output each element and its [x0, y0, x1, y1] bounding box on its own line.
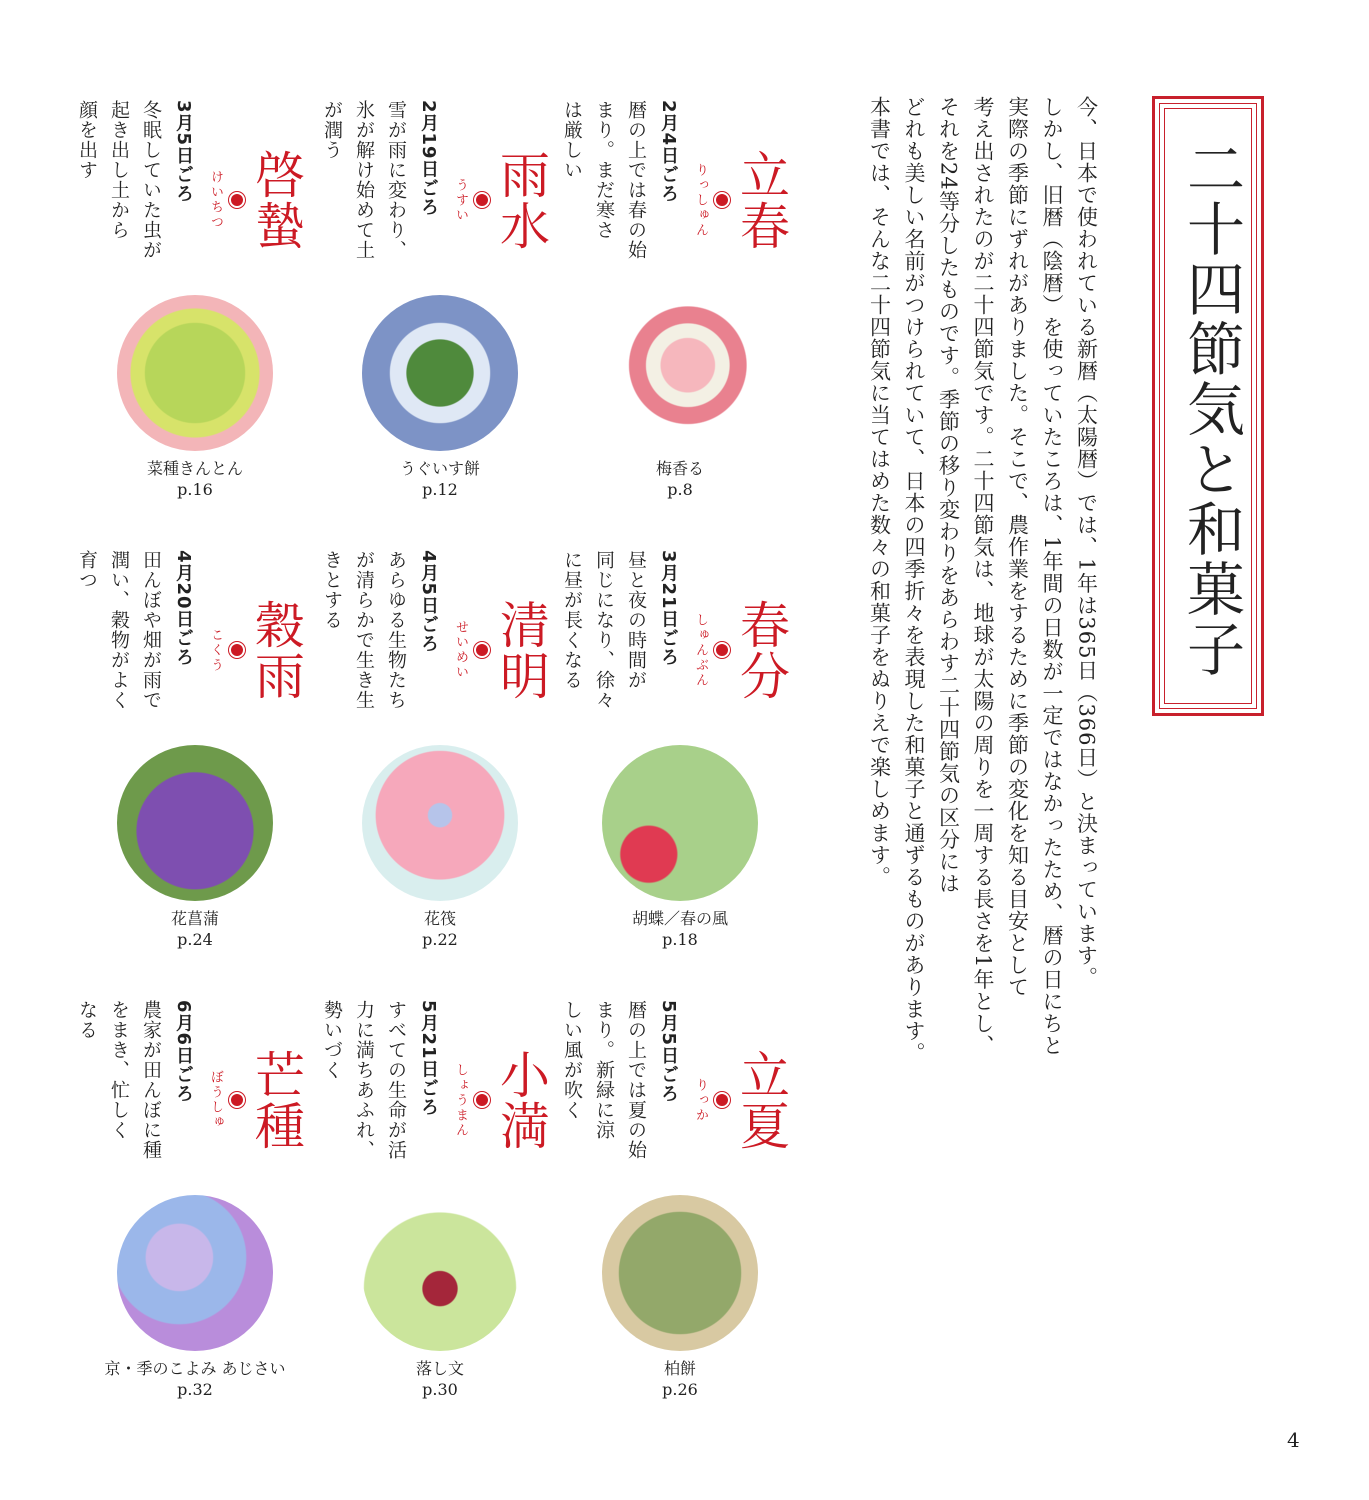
wagashi-illustration: [602, 745, 758, 901]
page-reference[interactable]: p.16: [177, 480, 213, 499]
term-desc-line: をまき、忙しく: [108, 1000, 130, 1140]
term-desc-line: まり。まだ寒さ: [593, 100, 615, 240]
wagashi-name: 花筏: [423, 909, 456, 928]
page-number: 4: [1287, 1428, 1300, 1452]
wagashi-name: 菜種きんとん: [146, 459, 243, 478]
wagashi-illustration: [117, 1195, 273, 1351]
term-desc-line: 勢いづく: [321, 1000, 343, 1080]
term-desc-line: 同じになり、徐々: [593, 550, 615, 710]
term-reading: しゅんぶん: [693, 612, 708, 688]
term-desc-line: しい風が吹く: [561, 1000, 583, 1120]
term-date: 4月20日ごろ: [173, 550, 194, 667]
term-desc-line: が清らかで生き生: [353, 550, 375, 710]
intro-line: 本書では、そんな二十四節気に当てはめた数々の和菓子をぬりえで楽しめます。: [867, 96, 892, 888]
term-desc-line: まり。新緑に涼: [593, 1000, 615, 1140]
page-reference[interactable]: p.32: [177, 1380, 213, 1399]
term-desc-line: 暦の上では夏の始: [625, 1000, 647, 1160]
entry-text: [316, 100, 550, 300]
term-date: 2月4日ごろ: [658, 100, 679, 204]
term-name: 小満: [492, 1049, 550, 1151]
term-heading: [684, 550, 790, 750]
term-name: 啓蟄: [247, 149, 305, 251]
wagashi-name: 京・季のこよみ あじさい: [104, 1359, 286, 1378]
term-desc-line: 田んぼや畑が雨で: [140, 550, 162, 710]
wagashi-illustration: [362, 295, 518, 451]
term-reading: うすい: [453, 177, 468, 223]
season-entry: [321, 1000, 550, 1420]
entry-text: [556, 100, 790, 300]
page-reference[interactable]: p.24: [177, 930, 213, 949]
term-desc-line: きとする: [321, 550, 343, 630]
wagashi-name: うぐいす餅: [399, 459, 480, 478]
term-heading: [199, 100, 305, 300]
term-desc-line: あらゆる生物たち: [385, 550, 407, 710]
bullet-dot-icon: [231, 194, 243, 206]
term-desc-line: すべての生命が活: [385, 1000, 407, 1160]
term-date: 6月6日ごろ: [173, 1000, 194, 1104]
term-desc-line: 育つ: [76, 550, 98, 590]
wagashi-name: 柏餅: [663, 1359, 696, 1378]
term-desc-line: 暦の上では春の始: [625, 100, 647, 260]
page-reference[interactable]: p.12: [422, 480, 458, 499]
term-name: 立春: [732, 149, 790, 251]
season-entry: [76, 100, 305, 520]
wagashi-name: 花菖蒲: [170, 909, 219, 928]
season-entry: [76, 1000, 305, 1420]
term-desc-line: 農家が田んぼに種: [140, 1000, 162, 1160]
bullet-dot-icon: [716, 194, 728, 206]
term-name: 穀雨: [247, 599, 305, 701]
page-reference[interactable]: p.18: [662, 930, 698, 949]
term-desc-line: なる: [76, 1000, 98, 1040]
term-heading: [444, 1000, 550, 1200]
term-heading: [199, 1000, 305, 1200]
wagashi-name: 落し文: [415, 1359, 464, 1378]
intro-line: 実際の季節にずれがありました。そこで、農作業をするために季節の変化を知る目安として: [1005, 96, 1030, 998]
bullet-dot-icon: [476, 194, 488, 206]
entry-text: [556, 550, 790, 750]
wagashi-illustration: [117, 295, 273, 451]
wagashi-name: 梅香る: [655, 459, 704, 478]
entry-text: [71, 550, 305, 750]
bullet-dot-icon: [231, 1094, 243, 1106]
page-reference[interactable]: p.8: [667, 480, 693, 499]
entry-text: [71, 100, 305, 300]
term-reading: しょうまん: [453, 1062, 468, 1138]
term-desc-line: 力に満ちあふれ、: [353, 1000, 375, 1160]
season-entry: [561, 550, 790, 970]
term-desc-line: 氷が解け始めて土: [353, 100, 375, 260]
season-entry: [321, 100, 550, 520]
term-desc-line: が潤う: [321, 100, 343, 160]
intro-line: それを24等分したものです。季節の移り変わりをあらわす二十四節気の区分には: [936, 96, 961, 895]
wagashi-illustration: [117, 745, 273, 901]
term-heading: [444, 100, 550, 300]
wagashi-illustration: [362, 745, 518, 901]
page-reference[interactable]: p.22: [422, 930, 458, 949]
entry-text: [316, 1000, 550, 1200]
term-date: 3月5日ごろ: [173, 100, 194, 204]
season-entry: [561, 100, 790, 520]
term-heading: [684, 1000, 790, 1200]
term-name: 清明: [492, 599, 550, 701]
term-reading: せいめい: [453, 620, 468, 680]
page-heading: 二十四節気と和菓子: [1177, 139, 1245, 679]
term-desc-line: 冬眠していた虫が: [140, 100, 162, 260]
term-name: 雨水: [492, 149, 550, 251]
term-reading: けいちつ: [208, 170, 223, 230]
intro-text: [862, 96, 1104, 1156]
bullet-dot-icon: [716, 644, 728, 656]
term-date: 5月5日ごろ: [658, 1000, 679, 1104]
page-reference[interactable]: p.26: [662, 1380, 698, 1399]
term-reading: りっか: [693, 1077, 708, 1123]
term-heading: [684, 100, 790, 300]
bullet-dot-icon: [231, 644, 243, 656]
term-date: 3月21日ごろ: [658, 550, 679, 667]
term-name: 春分: [732, 599, 790, 701]
term-desc-line: 顔を出す: [76, 100, 98, 180]
intro-line: 考え出されたのが二十四節気です。二十四節気は、地球が太陽の周りを一周する長さを1年とし、: [971, 96, 995, 1057]
term-heading: [444, 550, 550, 750]
intro-line: しかし、旧暦（陰暦）を使っていたころは、1年間の日数が一定ではなかったため、暦の日にちと: [1040, 96, 1064, 1057]
entry-text: [71, 1000, 305, 1200]
entry-text: [316, 550, 550, 750]
wagashi-illustration: [362, 1195, 518, 1351]
heading-box: [1152, 96, 1264, 716]
term-reading: こくう: [208, 627, 223, 673]
bullet-dot-icon: [716, 1094, 728, 1106]
term-reading: りっしゅん: [693, 162, 708, 238]
season-entry: [321, 550, 550, 970]
bullet-dot-icon: [476, 644, 488, 656]
wagashi-illustration: [602, 295, 758, 451]
term-desc-line: 潤い、穀物がよく: [108, 550, 130, 710]
term-heading: [199, 550, 305, 750]
wagashi-name: 胡蝶／春の風: [631, 909, 728, 928]
term-name: 芒種: [247, 1049, 305, 1151]
term-desc-line: は厳しい: [561, 100, 583, 180]
term-reading: ぼうしゅ: [208, 1070, 223, 1130]
intro-line: 今、日本で使われている新暦（太陽暦）では、1年は365日（366日）と決まっています。: [1074, 96, 1099, 989]
bullet-dot-icon: [476, 1094, 488, 1106]
entry-text: [556, 1000, 790, 1200]
season-entry: [76, 550, 305, 970]
term-desc-line: に昼が長くなる: [561, 550, 583, 690]
term-date: 4月5日ごろ: [418, 550, 439, 654]
season-entry: [561, 1000, 790, 1420]
term-desc-line: 昼と夜の時間が: [625, 550, 647, 690]
term-date: 2月19日ごろ: [418, 100, 439, 217]
wagashi-illustration: [602, 1195, 758, 1351]
intro-line: どれも美しい名前がつけられていて、日本の四季折々を表現した和菓子と通ずるものがあります。: [902, 96, 926, 1064]
term-date: 5月21日ごろ: [418, 1000, 439, 1117]
term-desc-line: 起き出し土から: [108, 100, 130, 240]
page-reference[interactable]: p.30: [422, 1380, 458, 1399]
term-name: 立夏: [732, 1049, 790, 1151]
term-desc-line: 雪が雨に変わり、: [385, 100, 407, 260]
